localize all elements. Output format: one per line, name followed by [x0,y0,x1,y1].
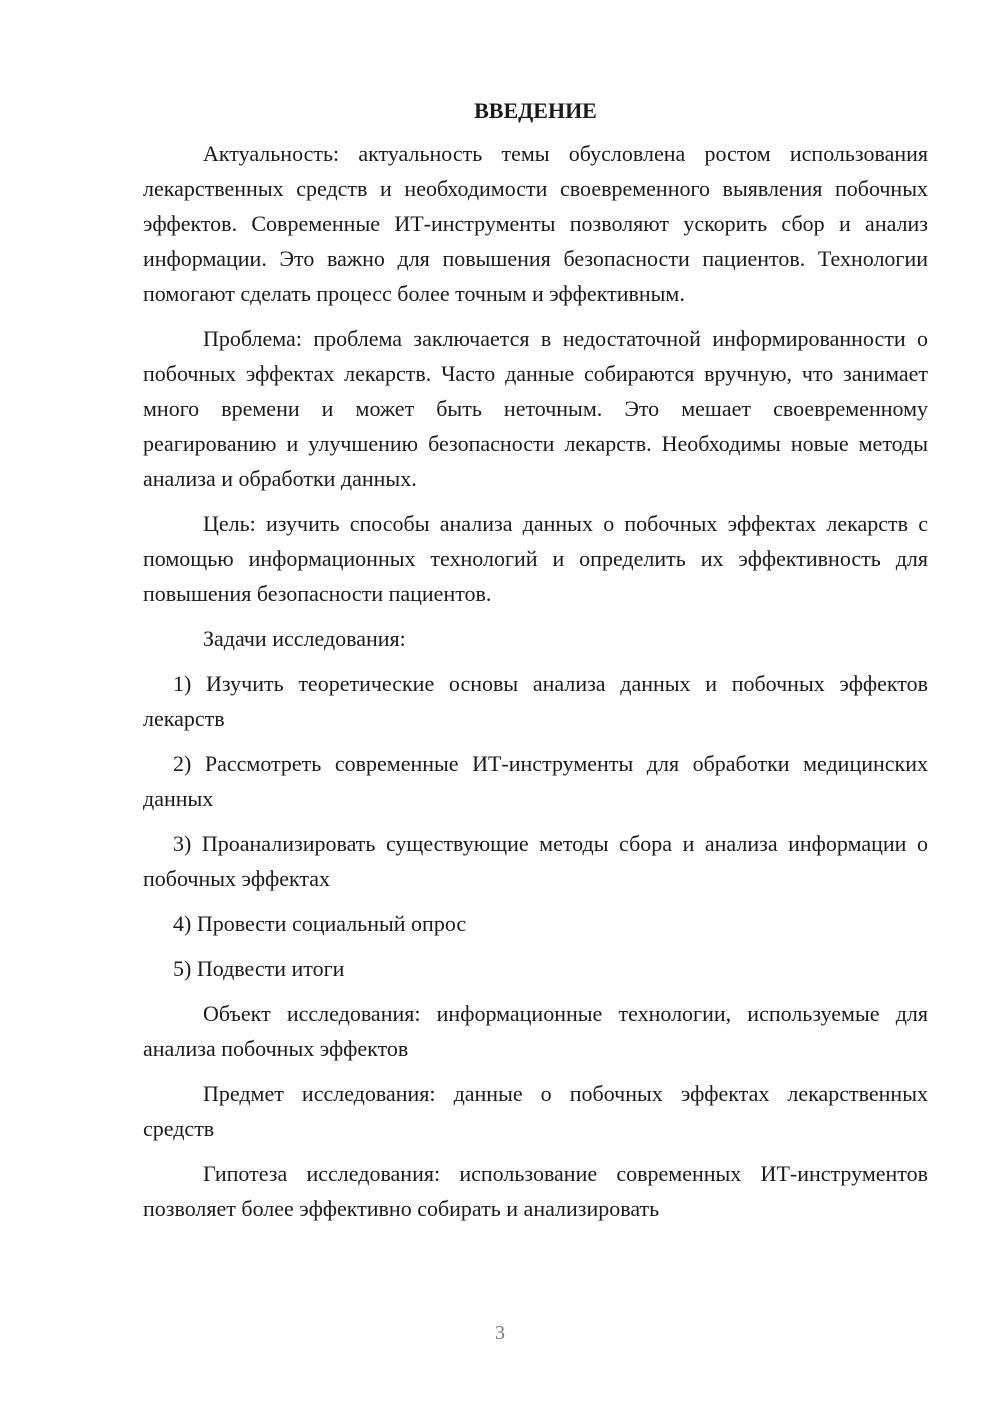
goal-paragraph: Цель: изучить способы анализа данных о побочных эффектах лекарств с помощью информационных технологий и определить их эффективность для повышения безопасности пациентов. [143,511,928,606]
subject-paragraph: Предмет исследования: данные о побочных эффектах лекарственных средств [143,1081,928,1141]
task-item-5: 5) Подвести итоги [173,956,345,981]
relevance-paragraph: Актуальность: актуальность темы обусловлена ростом использования лекарственных средств и необходимости своевременного выявления побочных эффектов. Современные ИТ-инструменты позволяют ускорить сбор и анализ информации. Это важно для повышения безопасности пациентов. Технологии помогают сделать процесс более точным и эффективным. [143,141,928,306]
tasks-heading: Задачи исследования: [203,626,406,651]
problem-paragraph: Проблема: проблема заключается в недостаточной информированности о побочных эффектах лекарств. Часто данные собираются вручную, что занимает много времени и может быть неточным. Это мешает своевременному реагированию и улучшению безопасности лекарств. Необходимы новые методы анализа и обработки данных. [143,326,928,491]
section-heading: ВВЕДЕНИЕ [474,98,597,123]
hypothesis-paragraph: Гипотеза исследования: использование современных ИТ-инструментов позволяет более эффективно собирать и анализировать [143,1161,928,1221]
task-item-4: 4) Провести социальный опрос [173,911,467,936]
page-content [143,96,928,1236]
task-item-3: 3) Проанализировать существующие методы сбора и анализа информации о побочных эффектах [143,831,928,891]
task-item-1: 1) Изучить теоретические основы анализа данных и побочных эффектов лекарств [143,671,928,731]
object-paragraph: Объект исследования: информационные технологии, используемые для анализа побочных эффектов [143,1001,928,1061]
task-item-2: 2) Рассмотреть современные ИТ-инструменты для обработки медицинских данных [143,751,928,811]
page-number: 3 [495,1322,505,1344]
